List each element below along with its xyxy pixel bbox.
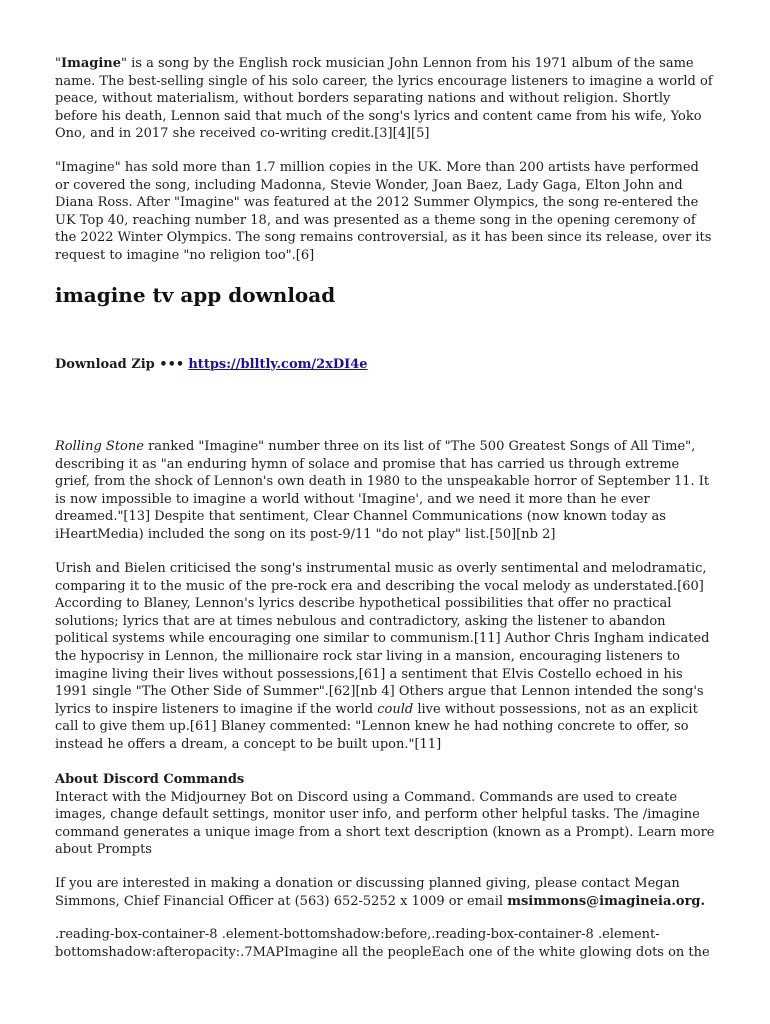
criticism-emphasis: could <box>377 701 414 717</box>
rolling-stone-name: Rolling Stone <box>55 439 144 454</box>
discord-title: About Discord Commands <box>55 772 245 787</box>
rolling-stone-paragraph <box>55 438 715 544</box>
donation-paragraph <box>55 875 715 910</box>
rolling-stone-text: ranked "Imagine" number three on its list of "The 500 Greatest Songs of All Time", describing it as "an enduring hymn of solace and promise that has carried us through extreme grief, from the shock of Lennon's own death in 1980 to the unspeakable horror of September 11. It is now impossible to imagine a world without 'Imagine', and we need it more than he ever dreamed."[13] Despite that sentiment, Clear Channel Communications (now known today as iHeartMedia) included the song on its post-9/11 "do not play" list.[50][nb 2] <box>55 439 710 542</box>
discord-section <box>55 771 715 859</box>
criticism-text-b: live without possessions, not as an explicit call to give them up.[61] Blaney commented: "Lennon knew he had nothing concrete to offer, so instead he offers a dream, a concept to be built upon."[11] <box>55 701 698 752</box>
intro-paragraph-1-text: is a song by the English rock musician John Lennon from his 1971 album of the same name. The best-selling single of his solo career, the lyrics encourage listeners to imagine a world of peace, without materialism, without borders separating nations and without religion. Shortly before his death, Lennon said that much of the song's lyrics and content came from his wife, Yoko Ono, and in 2017 she received co-writing credit.[3][4][5] <box>55 56 713 142</box>
page-heading: imagine tv app download <box>55 283 336 307</box>
donation-email: msimmons@imagineia.org. <box>507 893 706 909</box>
song-title: Imagine <box>60 56 121 71</box>
criticism-paragraph <box>55 560 715 754</box>
download-label: Download Zip ••• <box>55 357 185 372</box>
download-link[interactable]: https://blltly.com/2xDI4e <box>188 357 368 372</box>
donation-text: If you are interested in making a donation or discussing planned giving, please contact Megan Simmons, Chief Financial Officer at (563) 652-5252 x 1009 or email <box>55 876 680 909</box>
download-line <box>55 356 715 374</box>
css-snippet-text: .reading-box-container-8 .element-bottomshadow:before,.reading-box-container-8 .element-bottomshadow:afteropacity:.7MAPImagine all the peopleEach one of the white glowing dots on the <box>55 927 710 960</box>
discord-text: Interact with the Midjourney Bot on Discord using a Command. Commands are used to create images, change default settings, monitor user info, and perform other helpful tasks. The /imagine command generates a unique image from a short text description (known as a Prompt). Learn more about Prompts <box>55 789 715 858</box>
intro-paragraph-2: "Imagine" has sold more than 1.7 million copies in the UK. More than 200 artists have performed or covered the song, including Madonna, Stevie Wonder, Joan Baez, Lady Gaga, Elton John and Diana Ross. After "Imagine" was featured at the 2012 Summer Olympics, the song re-entered the UK Top 40, reaching number 18, and was presented as a theme song in the opening ceremony of the 2022 Winter Olympics. The song remains controversial, as it has been since its release, over its request to imagine "no religion too".[6] <box>55 160 712 263</box>
intro-paragraph-1: "Imagine" is a song by the English rock musician John Lennon from his 1971 album of the same name. The best-selling single of his solo career, the lyrics encourage listeners to imagine a world of peace, without materialism, without borders separating nations and without religion. Shortly before his death, Lennon said that much of the song's lyrics and content came from his wife, Yoko Ono, and in 2017 she received co-writing credit.[3][4][5] <box>55 56 713 142</box>
criticism-text-a: Urish and Bielen criticised the song's instrumental music as overly sentimental and melodramatic, comparing it to the music of the pre-rock era and describing the vocal melody as understated.[60] According to Blaney, Lennon's lyrics describe hypothetical possibilities that offer no practical solutions; lyrics that are at times nebulous and contradictory, asking the listener to abandon political systems while encouraging one similar to communism.[11] Author Chris Ingham indicated the hypocrisy in Lennon, the millionaire rock star living in a mansion, encouraging listeners to imagine living their lives without possessions,[61] a sentiment that Elvis Costello echoed in his 1991 single "The Other Side of Summer".[62][nb 4] Others argue that Lennon intended the song's lyrics to inspire listeners to imagine if the world <box>55 561 710 717</box>
